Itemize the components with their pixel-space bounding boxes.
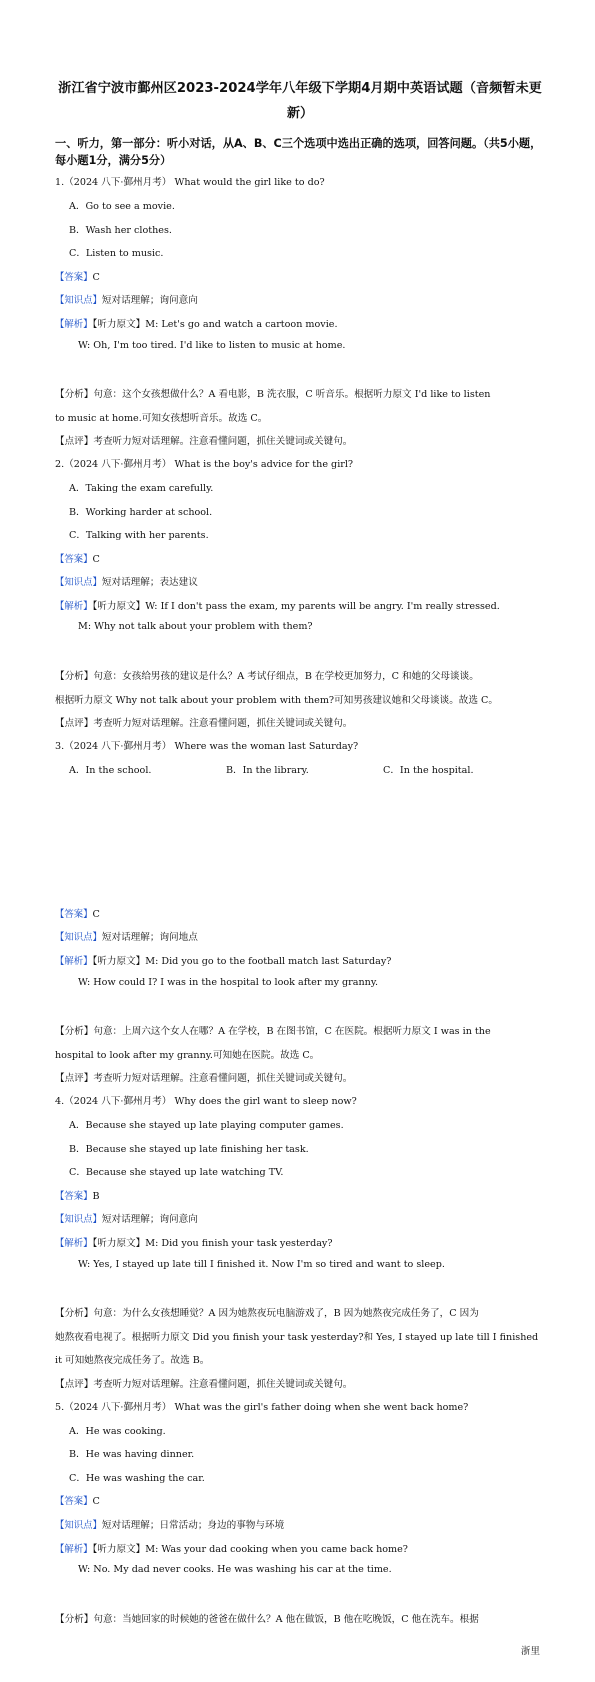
script-line: M: Was your dad cooking when you came back home? <box>145 1544 408 1555</box>
question-3-option-c: C．In the hospital. <box>383 765 474 776</box>
question-2-fenxi-2: 根据听力原文 Why not talk about your problem with them?可知男孩建议她和父母谈谈。故选 C。 <box>55 695 498 706</box>
script-line: M: Let's go and watch a cartoon movie. <box>145 319 338 330</box>
dianping-text: 考查听力短对话理解。注意看懂问题，抓住关键词或关键句。 <box>93 1073 353 1084</box>
question-1-stem: 1.（2024 八下·鄞州月考） What would the girl like to do? <box>55 177 325 188</box>
question-4-option-b: B．Because she stayed up late finishing her task. <box>69 1144 309 1155</box>
question-4-knowledge <box>55 1211 555 1225</box>
answer-label: 【答案】 <box>55 1191 93 1202</box>
fenxi-text: 句意：这个女孩想做什么？A 看电影，B 洗衣服，C 听音乐。根据听力原文 I'd like to listen <box>93 389 491 400</box>
fenxi-label: 【分析】 <box>55 1614 94 1625</box>
listening-label: 【听力原文】 <box>92 1544 146 1555</box>
answer-label: 【答案】 <box>55 909 93 920</box>
question-2-script-2: M: Why not talk about your problem with them? <box>78 621 313 632</box>
knowledge-text: 短对话理解；日常活动；身边的事物与环境 <box>101 1520 285 1531</box>
question-2-option-c: C．Talking with her parents. <box>69 530 209 541</box>
analysis-label: 【解析】 <box>55 1544 93 1555</box>
question-5-knowledge <box>55 1517 555 1531</box>
fenxi-text: 句意：女孩给男孩的建议是什么？A 考试仔细点，B 在学校更加努力，C 和她的父母谈谈。 <box>93 671 479 682</box>
question-4-answer <box>55 1188 555 1202</box>
question-4-stem: 4.（2024 八下·鄞州月考） Why does the girl want to sleep now? <box>55 1096 357 1107</box>
answer-value: C <box>92 272 100 283</box>
question-1-fenxi-1 <box>55 386 555 400</box>
question-3-dianping <box>55 1070 555 1084</box>
script-line: M: Did you go to the football match last Saturday? <box>145 956 392 967</box>
question-3-analysis <box>55 953 555 967</box>
document-title: 浙江省宁波市鄞州区2023-2024学年八年级下学期4月期中英语试题（音频暂未更新） <box>58 81 542 121</box>
question-1-script-2: W: Oh, I'm too tired. I'd like to listen to music at home. <box>78 340 346 351</box>
fenxi-text: 句意：当她回家的时候她的爸爸在做什么？A 他在做饭，B 他在吃晚饭，C 他在洗车。根据 <box>93 1614 479 1625</box>
question-1-answer <box>55 269 555 283</box>
question-4-script-2: W: Yes, I stayed up late till I finished it. Now I'm so tired and want to sleep. <box>78 1259 445 1270</box>
question-5-stem: 5.（2024 八下·鄞州月考） What was the girl's father doing when she went back home? <box>55 1402 469 1413</box>
knowledge-text: 短对话理解；询问意向 <box>101 1214 198 1225</box>
question-4-analysis <box>55 1235 555 1249</box>
answer-value: C <box>92 1496 100 1507</box>
knowledge-label: 【知识点】 <box>55 577 102 588</box>
question-2-option-b: B．Working harder at school. <box>69 507 213 518</box>
knowledge-text: 短对话理解；询问意向 <box>101 295 198 306</box>
question-5-option-a: A．He was cooking. <box>69 1426 166 1437</box>
dianping-label: 【点评】 <box>55 718 94 729</box>
question-3-answer <box>55 906 555 920</box>
question-3-fenxi-1 <box>55 1023 555 1037</box>
dianping-text: 考查听力短对话理解。注意看懂问题，抓住关键词或关键句。 <box>93 436 353 447</box>
question-1-analysis <box>55 316 555 330</box>
question-3-fenxi-2: hospital to look after my granny.可知她在医院。故选 C。 <box>55 1050 320 1061</box>
knowledge-label: 【知识点】 <box>55 1214 102 1225</box>
question-3-option-b: B．In the library. <box>226 765 309 776</box>
question-3-script-2: W: How could I? I was in the hospital to look after my granny. <box>78 977 379 988</box>
question-3-stem: 3.（2024 八下·鄞州月考） Where was the woman last Saturday? <box>55 741 359 752</box>
question-2-fenxi-1 <box>55 668 555 682</box>
analysis-label: 【解析】 <box>55 956 93 967</box>
question-2-analysis <box>55 598 555 612</box>
question-5-option-c: C．He was washing the car. <box>69 1473 205 1484</box>
answer-label: 【答案】 <box>55 1496 93 1507</box>
analysis-label: 【解析】 <box>55 1238 93 1249</box>
question-2-knowledge <box>55 574 555 588</box>
dianping-text: 考查听力短对话理解。注意看懂问题，抓住关键词或关键句。 <box>93 1379 353 1390</box>
question-5-script-2: W: No. My dad never cooks. He was washing his car at the time. <box>78 1564 392 1575</box>
question-4-option-c: C．Because she stayed up late watching TV. <box>69 1167 284 1178</box>
knowledge-text: 短对话理解；询问地点 <box>101 932 198 943</box>
script-line: M: Did you finish your task yesterday? <box>145 1238 333 1249</box>
question-5-answer <box>55 1493 555 1507</box>
listening-label: 【听力原文】 <box>92 956 146 967</box>
knowledge-label: 【知识点】 <box>55 295 102 306</box>
dianping-text: 考查听力短对话理解。注意看懂问题，抓住关键词或关键句。 <box>93 718 353 729</box>
question-1-option-b: B．Wash her clothes. <box>69 225 172 236</box>
analysis-label: 【解析】 <box>55 601 93 612</box>
question-2-answer <box>55 551 555 565</box>
fenxi-label: 【分析】 <box>55 1308 94 1319</box>
listening-label: 【听力原文】 <box>92 601 146 612</box>
script-line: W: If I don't pass the exam, my parents will be angry. I'm really stressed. <box>145 601 500 612</box>
question-1-knowledge <box>55 292 555 306</box>
dianping-label: 【点评】 <box>55 1379 94 1390</box>
question-2-dianping <box>55 715 555 729</box>
question-3-option-a: A．In the school. <box>69 765 152 776</box>
dianping-label: 【点评】 <box>55 1073 94 1084</box>
question-5-fenxi-1 <box>55 1611 555 1625</box>
question-5-option-b: B．He was having dinner. <box>69 1449 195 1460</box>
knowledge-label: 【知识点】 <box>55 932 102 943</box>
fenxi-label: 【分析】 <box>55 389 94 400</box>
knowledge-text: 短对话理解；表达建议 <box>101 577 198 588</box>
question-4-dianping <box>55 1376 555 1390</box>
answer-label: 【答案】 <box>55 554 93 565</box>
answer-value: B <box>92 1191 100 1202</box>
question-2-stem: 2.（2024 八下·鄞州月考） What is the boy's advice for the girl? <box>55 459 354 470</box>
question-5-analysis <box>55 1541 555 1555</box>
question-4-fenxi-1 <box>55 1305 555 1319</box>
question-4-fenxi-3: it 可知她熬夜完成任务了。故选 B。 <box>55 1355 210 1366</box>
question-1-option-c: C．Listen to music. <box>69 248 164 259</box>
fenxi-text: 句意：上周六这个女人在哪？A 在学校，B 在图书馆，C 在医院。根据听力原文 I was in the <box>93 1026 491 1037</box>
answer-label: 【答案】 <box>55 272 93 283</box>
fenxi-label: 【分析】 <box>55 1026 94 1037</box>
question-4-fenxi-2: 她熬夜看电视了。根据听力原文 Did you finish your task yesterday?和 Yes, I stayed up late till I finished <box>55 1332 539 1343</box>
question-3-knowledge <box>55 929 555 943</box>
answer-value: C <box>92 909 100 920</box>
section-heading: 一、听力，第一部分：听小对话，从A、B、C三个选项中选出正确的选项，回答问题。（共5小题，每小题1分，满分5分） <box>55 137 542 167</box>
fenxi-text: 句意：为什么女孩想睡觉？A 因为她熬夜玩电脑游戏了，B 因为她熬夜完成任务了，C 因为 <box>93 1308 479 1319</box>
page-footer: 浙里 <box>520 1646 540 1657</box>
question-4-option-a: A．Because she stayed up late playing computer games. <box>69 1120 344 1131</box>
listening-label: 【听力原文】 <box>92 1238 146 1249</box>
question-2-option-a: A．Taking the exam carefully. <box>69 483 214 494</box>
listening-label: 【听力原文】 <box>92 319 146 330</box>
question-1-dianping <box>55 433 555 447</box>
dianping-label: 【点评】 <box>55 436 94 447</box>
question-1-fenxi-2: to music at home.可知女孩想听音乐。故选 C。 <box>55 413 268 424</box>
answer-value: C <box>92 554 100 565</box>
fenxi-label: 【分析】 <box>55 671 94 682</box>
question-1-option-a: A．Go to see a movie. <box>69 201 175 212</box>
analysis-label: 【解析】 <box>55 319 93 330</box>
knowledge-label: 【知识点】 <box>55 1520 102 1531</box>
